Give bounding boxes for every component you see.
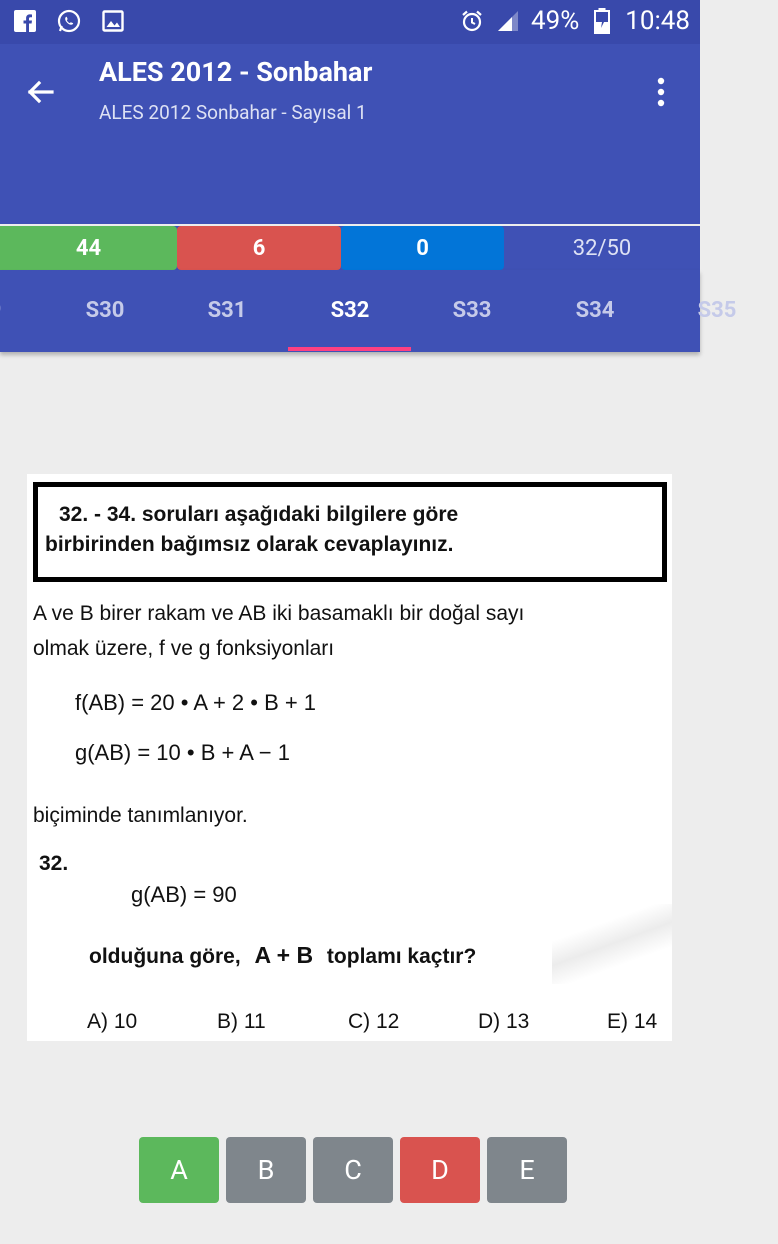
tab-s30[interactable]: S30: [85, 297, 125, 323]
option-e-text: E) 14: [607, 1010, 658, 1033]
question-header-line2: birbirinden bağımsız olarak cevaplayınız.: [45, 533, 454, 556]
question-intro: [33, 596, 524, 666]
overflow-menu-button[interactable]: [644, 70, 678, 114]
question-tabs: [0, 270, 737, 352]
app-bar: [0, 44, 700, 224]
wrong-count: 6: [177, 226, 341, 270]
option-c-text: C) 12: [348, 1010, 400, 1033]
facebook-icon: [12, 8, 38, 34]
tab-s34[interactable]: S34: [575, 297, 615, 323]
option-a-text: A) 10: [87, 1010, 138, 1033]
question-defined-text: biçiminde tanımlanıyor.: [33, 804, 248, 827]
question-intro-line1: A ve B birer rakam ve AB iki basamaklı bir doğal sayı: [33, 602, 525, 625]
question-ask-prefix: olduğuna göre,: [89, 945, 241, 968]
formula-f: f(AB) = 20 • A + 2 • B + 1: [75, 690, 317, 715]
answer-button-c[interactable]: C: [313, 1137, 393, 1203]
back-button[interactable]: [18, 70, 62, 114]
battery-percent: 49%: [530, 6, 580, 36]
answer-button-d[interactable]: D: [400, 1137, 480, 1203]
arrow-back-icon: [24, 76, 56, 108]
option-b-text: B) 11: [217, 1010, 266, 1033]
question-header-line1: 32. - 34. soruları aşağıdaki bilgilere göre: [59, 503, 459, 526]
question-ask-expression: A + B: [254, 942, 314, 968]
image-icon: [100, 8, 126, 34]
tab-s29[interactable]: [0, 270, 43, 352]
question-image: [27, 474, 672, 1041]
battery-icon: [589, 8, 615, 34]
tab-s31[interactable]: S31: [207, 297, 247, 323]
signal-icon: [495, 8, 521, 34]
scan-shadow: [552, 904, 672, 984]
active-tab-indicator: [288, 347, 411, 351]
alarm-icon: [459, 8, 485, 34]
score-row: [0, 226, 700, 270]
question-ask-suffix: toplamı kaçtır?: [326, 945, 477, 968]
question-number: 32.: [39, 852, 69, 875]
answer-button-e[interactable]: E: [487, 1137, 567, 1203]
correct-count: 44: [0, 226, 177, 270]
clock: 10:48: [625, 6, 690, 36]
page-title: ALES 2012 - Sonbahar: [99, 56, 373, 88]
question-ask: [89, 942, 476, 969]
question-progress: 32/50: [572, 235, 632, 261]
whatsapp-icon: [56, 8, 82, 34]
tab-s35[interactable]: S35: [697, 297, 737, 323]
tab-s32[interactable]: S32: [330, 297, 370, 323]
question-header: [45, 500, 458, 560]
answer-buttons: [139, 1137, 567, 1203]
question-intro-line2: olmak üzere, f ve g fonksiyonları: [33, 637, 335, 660]
tab-s33[interactable]: S33: [452, 297, 492, 323]
status-bar: [0, 0, 700, 44]
more-vert-icon: [657, 77, 665, 107]
answer-button-b[interactable]: B: [226, 1137, 306, 1203]
formula-g: g(AB) = 10 • B + A − 1: [75, 740, 291, 765]
question-given: g(AB) = 90: [131, 882, 237, 907]
page-subtitle: ALES 2012 Sonbahar - Sayısal 1: [99, 101, 367, 124]
answer-button-a[interactable]: A: [139, 1137, 219, 1203]
option-d-text: D) 13: [478, 1010, 530, 1033]
blank-count: 0: [341, 226, 504, 270]
